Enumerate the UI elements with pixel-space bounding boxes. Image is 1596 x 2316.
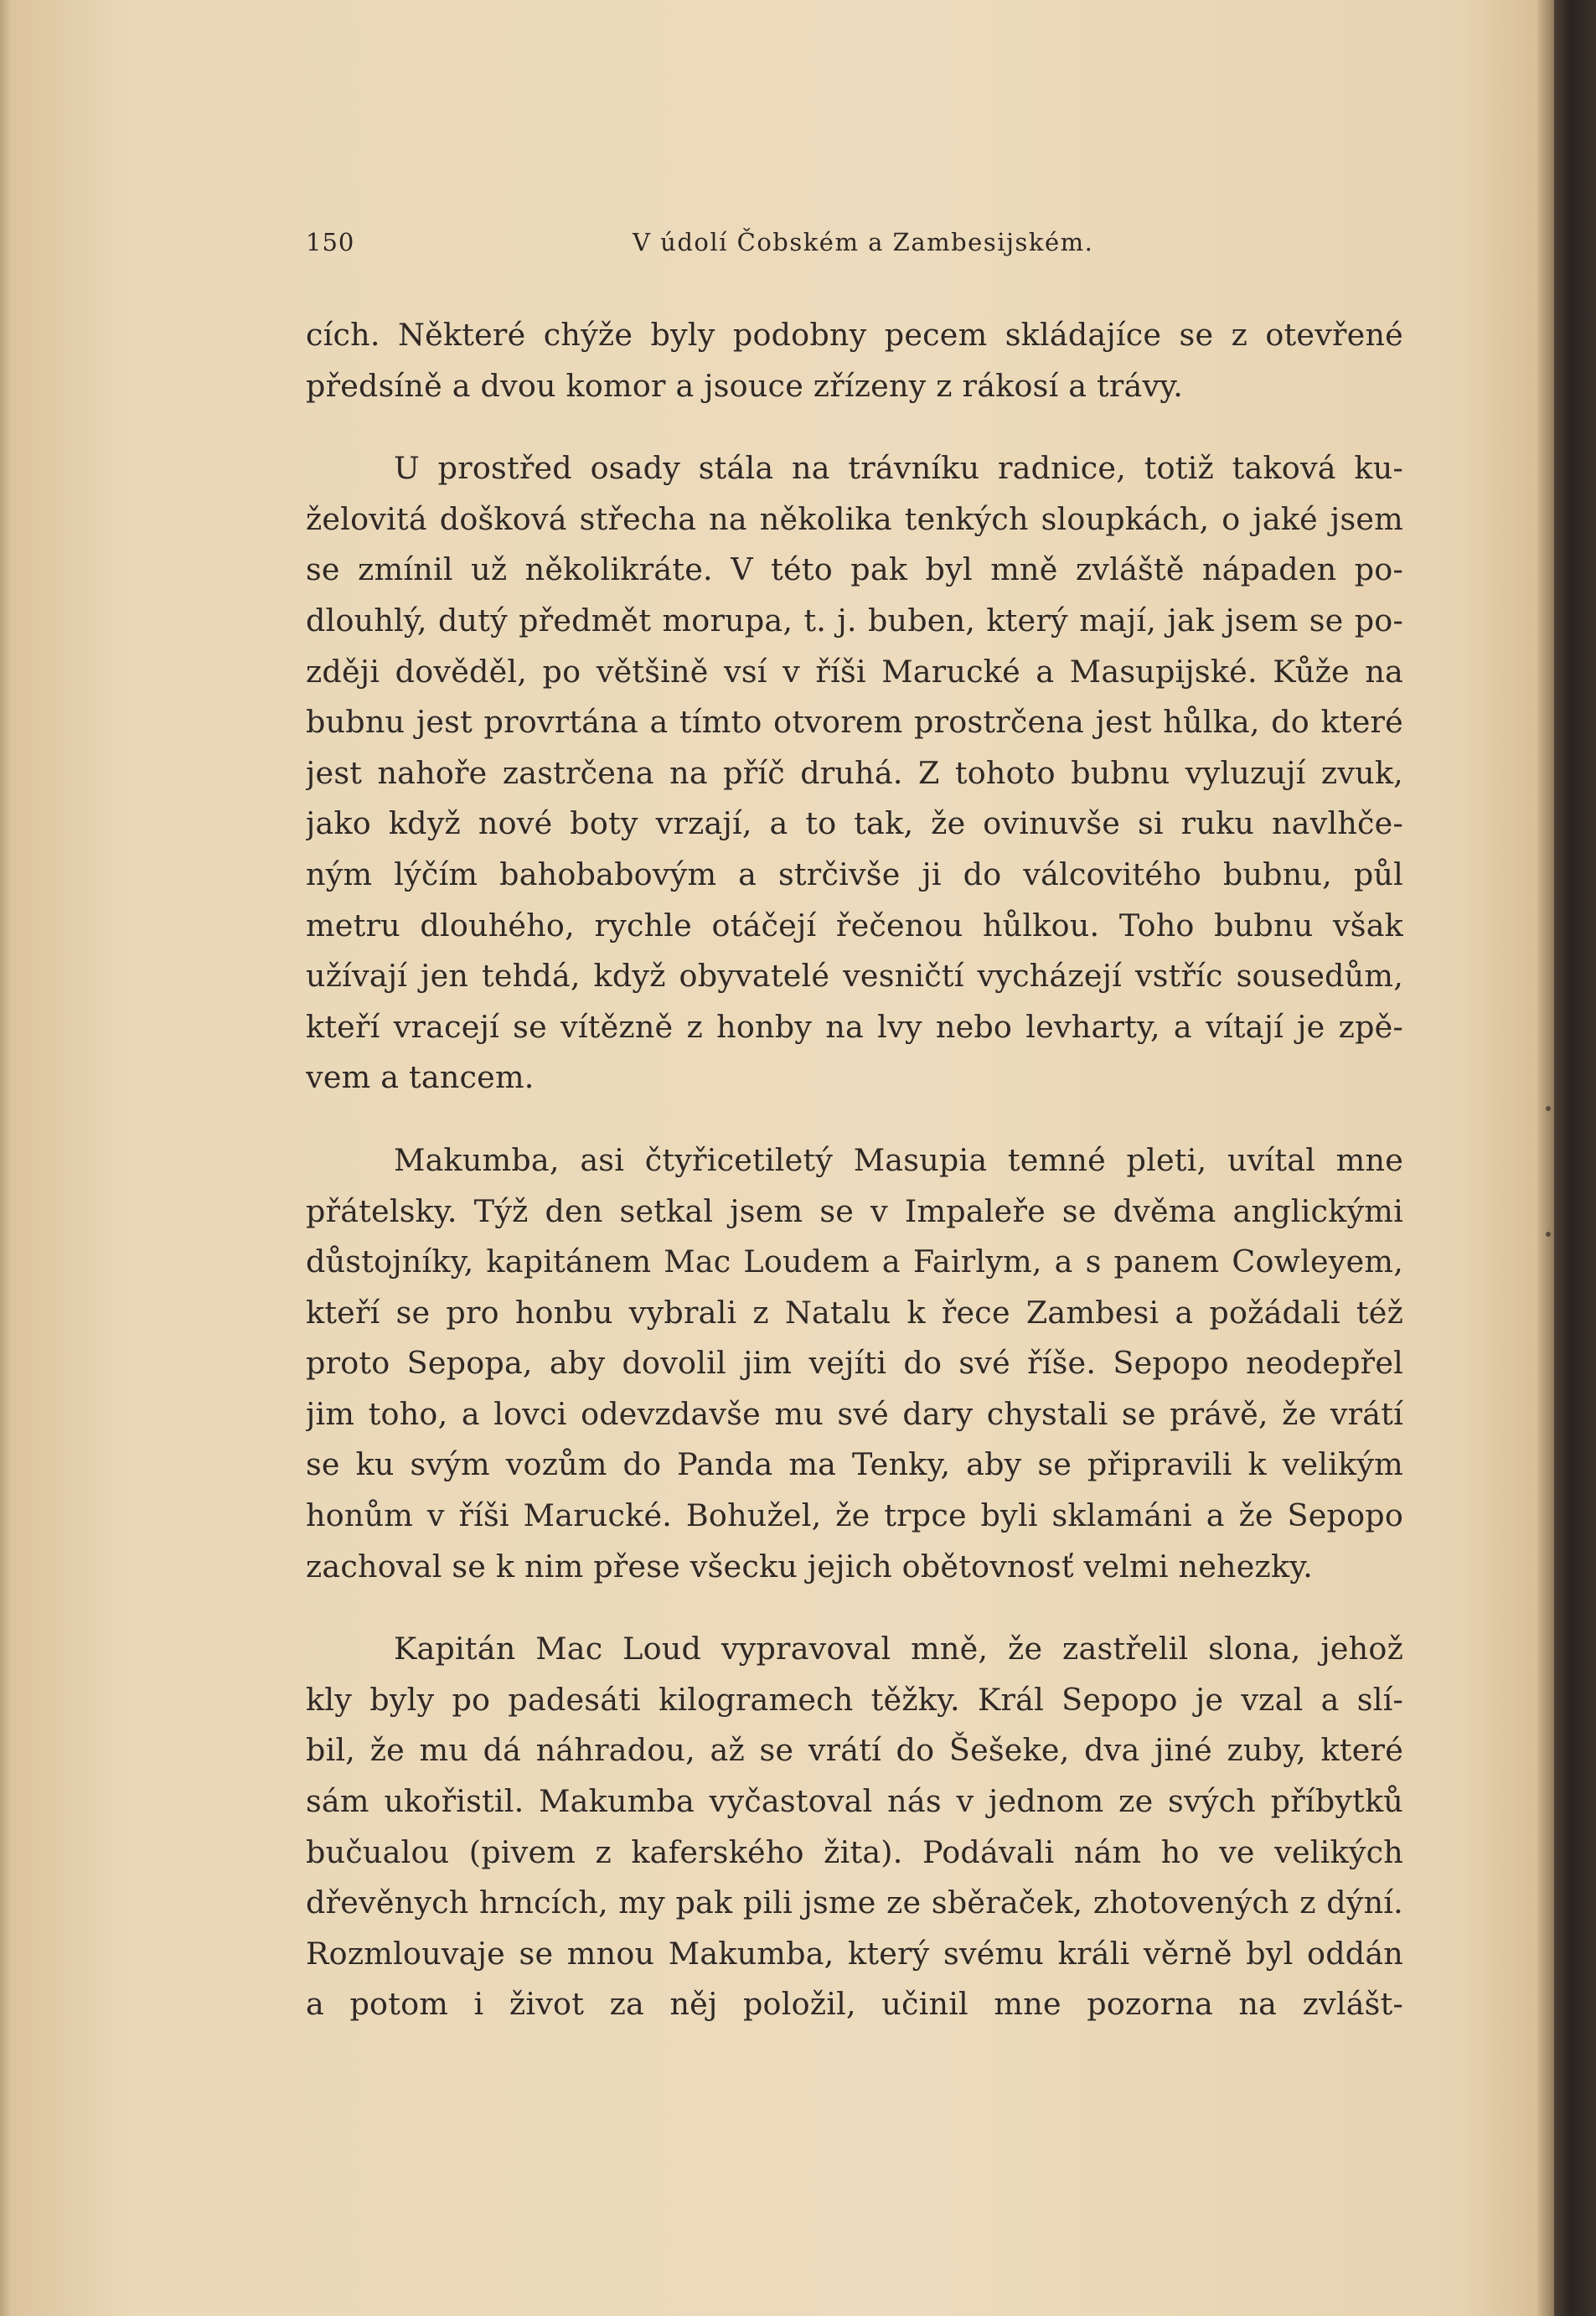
text-line: kteří vracejí se vítězně z honby na lvy nebo levharty, a vítají je zpě- <box>306 1008 1403 1045</box>
text-line: důstojníky, kapitánem Mac Loudem a Fairlym, a s panem Cowleyem, <box>306 1243 1403 1280</box>
text-line: bil, že mu dá náhradou, až se vrátí do Šešeke, dva jiné zuby, které <box>306 1732 1403 1769</box>
text-line: vem a tancem. <box>306 1059 535 1096</box>
text-line: přátelsky. Týž den setkal jsem se v Impaleře se dvěma anglickými <box>306 1192 1403 1229</box>
text-line: zději dověděl, po většině vsí v říši Marucké a Masupijské. Kůže na <box>306 653 1403 690</box>
text-line: se ku svým vozům do Panda ma Tenky, aby se připravili k velikým <box>306 1446 1403 1483</box>
spine-shadow <box>1537 0 1554 2316</box>
text-line: sám ukořistil. Makumba vyčastoval nás v jednom ze svých příbytků <box>306 1783 1403 1820</box>
running-head <box>306 228 1412 261</box>
text-line: Kapitán Mac Loud vypravoval mně, že zastřelil slona, jehož <box>394 1631 1403 1667</box>
page-edge <box>0 0 12 2316</box>
text-line: cích. Některé chýže byly podobny pecem skládajíce se z otevřené <box>306 317 1403 353</box>
text-line: bubnu jest provrtána a tímto otvorem prostrčena jest hůlka, do které <box>306 704 1403 741</box>
text-line: jim toho, a lovci odevzdavše mu své dary chystali se právě, že vrátí <box>306 1395 1403 1432</box>
paper-speck <box>1546 1232 1551 1237</box>
text-line: želovitá došková střecha na několika tenkých sloupkách, o jaké jsem <box>306 500 1403 537</box>
text-line: předsíně a dvou komor a jsouce zřízeny z rákosí a trávy. <box>306 367 1184 404</box>
text-line: Makumba, asi čtyřicetiletý Masupia temné pleti, uvítal mne <box>394 1141 1403 1178</box>
paper-speck <box>1546 1106 1551 1111</box>
text-line: a potom i život za něj položil, učinil mne pozorna na zvlášt- <box>306 1986 1403 2023</box>
book-binding <box>1554 0 1596 2316</box>
text-line: Rozmlouvaje se mnou Makumba, který svému králi věrně byl oddán <box>306 1935 1403 1972</box>
paragraph-3 <box>306 1135 1403 1592</box>
text-line: bučualou (pivem z kaferského žita). Podávali nám ho ve velikých <box>306 1833 1403 1870</box>
paragraph-2 <box>306 443 1403 1104</box>
text-line: kly byly po padesáti kilogramech těžky. Král Sepopo je vzal a slí- <box>306 1681 1403 1718</box>
text-line: dlouhlý, dutý předmět morupa, t. j. buben, který mají, jak jsem se po- <box>306 602 1403 638</box>
text-line: kteří se pro honbu vybrali z Natalu k řece Zambesi a požádali též <box>306 1294 1403 1331</box>
text-line: U prostřed osady stála na trávníku radnice, totiž taková ku- <box>394 450 1403 487</box>
body-text <box>306 310 1403 2030</box>
text-line: jako když nové boty vrzají, a to tak, že ovinuvše si ruku navlhče- <box>306 805 1403 842</box>
text-line: dřevěnych hrncích, my pak pili jsme ze sběraček, zhotovených z dýní. <box>306 1884 1403 1921</box>
text-line: zachoval se k nim přese všecku jejich obětovnosť velmi nehezky. <box>306 1548 1314 1584</box>
chapter-title: V údolí Čobském a Zambesijském. <box>633 228 1094 256</box>
text-line: se zmínil už několikráte. V této pak byl mně zvláště nápaden po- <box>306 551 1403 588</box>
page-number: 150 <box>306 228 355 256</box>
text-line: jest nahoře zastrčena na příč druhá. Z tohoto bubnu vyluzují zvuk, <box>306 754 1403 791</box>
paragraph-4 <box>306 1624 1403 2030</box>
text-line: proto Sepopa, aby dovolil jim vejíti do své říše. Sepopo neodepřel <box>306 1345 1403 1382</box>
text-line: honům v říši Marucké. Bohužel, že trpce byli sklamáni a že Sepopo <box>306 1497 1403 1534</box>
text-line: ným lýčím bahobabovým a strčivše ji do válcovitého bubnu, půl <box>306 856 1403 892</box>
text-line: užívají jen tehdá, když obyvatelé vesničtí vycházejí vstříc sousedům, <box>306 958 1403 995</box>
paragraph-1 <box>306 310 1403 411</box>
text-line: metru dlouhého, rychle otáčejí řečenou hůlkou. Toho bubnu však <box>306 907 1403 943</box>
